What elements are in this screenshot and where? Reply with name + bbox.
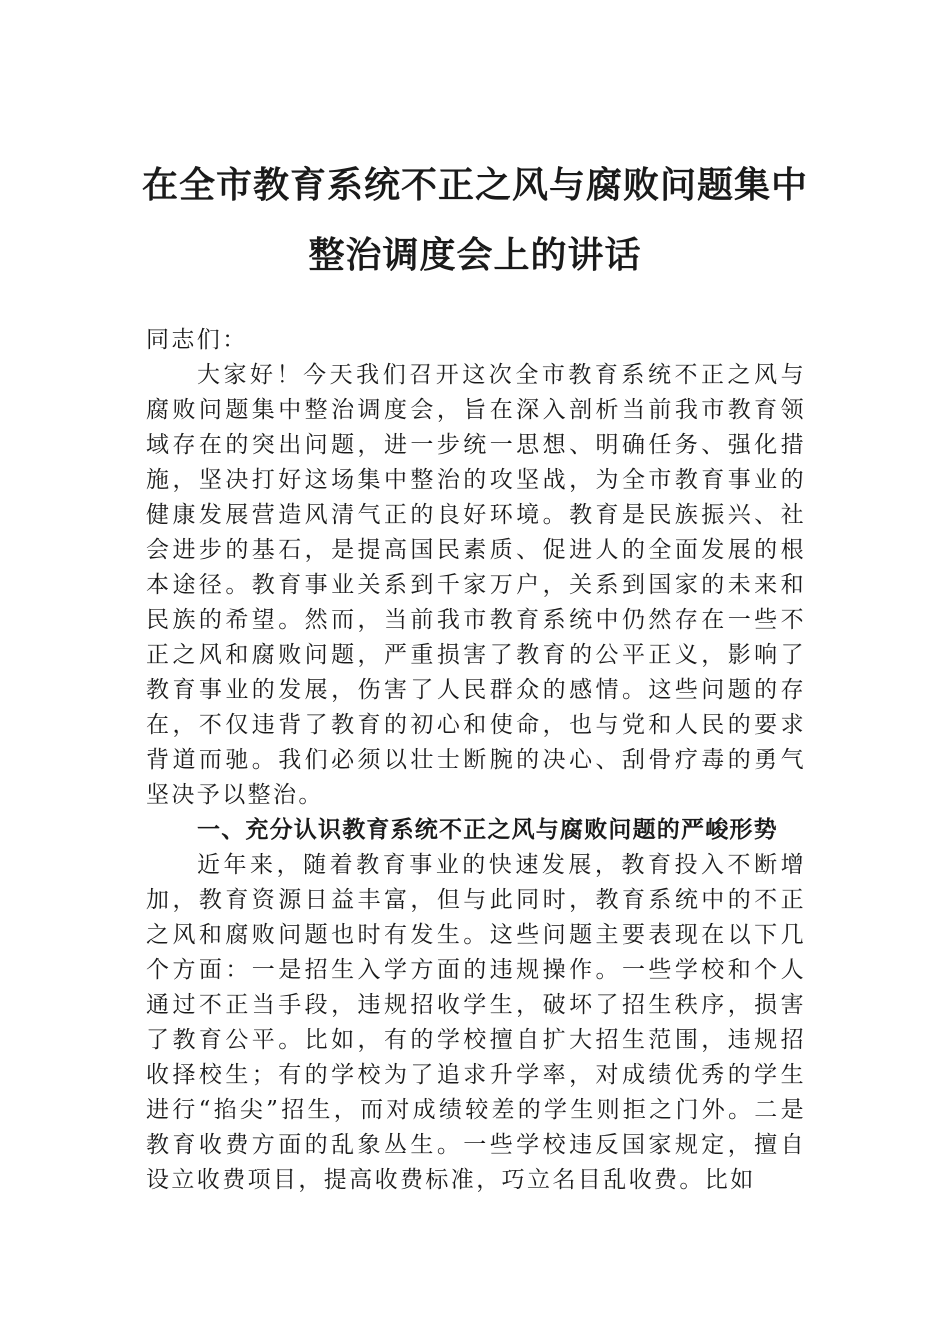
paragraph-section-1: 近年来，随着教育事业的快速发展，教育投入不断增加，教育资源日益丰富，但与此同时，教育系统中的不正之风和腐败问题也时有发生。这些问题主要表现在以下几个方面：一是招生入学方面的违规操作。一些学校和个人通过不正当手段，违规招收学生，破坏了招生秩序，损害了教育公平。比如，有的学校擅自扩大招生范围，违规招收择校生；有的学校为了追求升学率，对成绩优秀的学生进行“掐尖”招生，而对成绩较差的学生则拒之门外。二是教育收费方面的乱象丛生。一些学校违反国家规定，擅自设立收费项目，提高收费标准，巧立名目乱收费。比如	[146, 852, 806, 1193]
document-title-line-2: 整治调度会上的讲话	[308, 235, 642, 276]
salutation: 同志们：	[146, 327, 248, 353]
section-heading-1: 一、充分认识教育系统不正之风与腐败问题的严峻形势	[197, 817, 778, 843]
paragraph-intro: 大家好！今天我们召开这次全市教育系统不正之风与腐败问题集中整治调度会，旨在深入剖析当前我市教育领域存在的突出问题，进一步统一思想、明确任务、强化措施，坚决打好这场集中整治的攻坚战，为全市教育事业的健康发展营造风清气正的良好环境。教育是民族振兴、社会进步的基石，是提高国民素质、促进人的全面发展的根本途径。教育事业关系到千家万户，关系到国家的未来和民族的希望。然而，当前我市教育系统中仍然存在一些不正之风和腐败问题，严重损害了教育的公平正义，影响了教育事业的发展，伤害了人民群众的感情。这些问题的存在，不仅违背了教育的初心和使命，也与党和人民的要求背道而驰。我们必须以壮士断腕的决心、刮骨疗毒的勇气坚决予以整治。	[146, 362, 806, 808]
document-body	[146, 323, 806, 1198]
document-title-line-1: 在全市教育系统不正之风与腐败问题集中	[141, 165, 808, 206]
